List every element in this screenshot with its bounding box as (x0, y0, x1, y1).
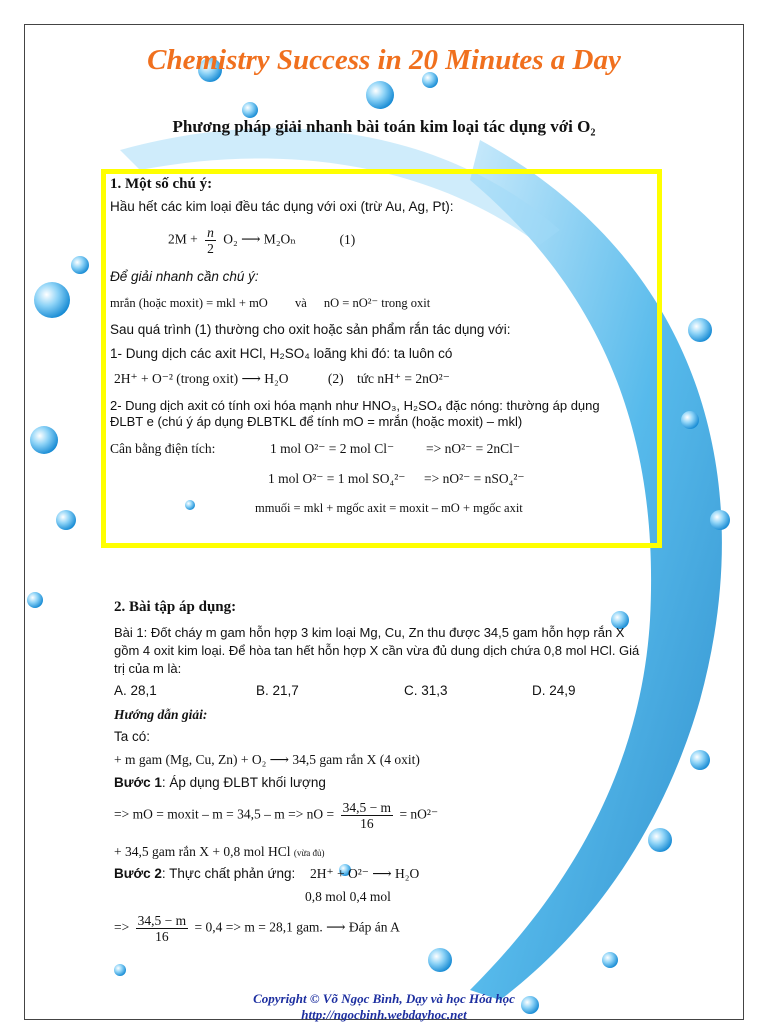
case-1-text: 1- Dung dịch các axit HCl, H₂SO₄ loãng khi đó: ta luôn có (110, 346, 453, 361)
case-2-text-a: 2- Dung dịch axit có tính oxi hóa mạnh như HNO₃, H₂SO₄ đặc nóng: thường áp dụng (110, 398, 600, 413)
charge-balance-2: 1 mol O²⁻ = 1 mol SO₄²⁻ (268, 471, 406, 486)
header-title: Chemistry Success in 20 Minutes a Day (147, 44, 621, 76)
section2-heading: 2. Bài tập áp dụng: (114, 599, 237, 615)
solution-step-0: + m gam (Mg, Cu, Zn) + O₂ ⟶ 34,5 gam rắn X (4 oxit) (114, 752, 420, 767)
step-2-equation: 2H⁺ + O²⁻ ⟶ H₂O (310, 866, 420, 881)
equation-1-numerator: n (207, 225, 214, 240)
charge-balance-1-result: => nO²⁻ = 2nCl⁻ (426, 441, 521, 456)
step-2-text: : Thực chất phản ứng: (161, 866, 296, 881)
solution-guide-heading: Hướng dẫn giải: (114, 707, 208, 722)
step-1-text: : Áp dụng ĐLBT khối lượng (161, 775, 326, 790)
mass-relation-and: và (294, 296, 307, 310)
final-equation-prefix: => (114, 919, 130, 935)
section1-heading: 1. Một số chú ý: (110, 176, 213, 192)
equation-2-relation: tức nH⁺ = 2nO²⁻ (356, 371, 450, 386)
problem-line-3: trị của m là: (114, 661, 182, 676)
case-2-text-b: ĐLBT e (chú ý áp dụng ĐLBTKL để tính mO = mrắn (hoặc moxit) – mkl) (110, 414, 523, 429)
footer-copyright: Copyright © Võ Ngọc Bình, Dạy và học Hóa học (253, 991, 515, 1006)
after-process-text: Sau quá trình (1) thường cho oxit hoặc sản phẩm rắn tác dụng với: (110, 322, 511, 337)
final-fraction-denominator: 16 (155, 929, 169, 944)
charge-balance-label: Cân bằng điện tích: (110, 441, 216, 456)
mass-relation (110, 295, 430, 311)
step-1-equation (114, 800, 438, 831)
equation-1-right: O₂ ⟶ M₂Oₙ (223, 231, 297, 247)
footer-url[interactable]: http://ngocbinh.webdayhoc.net (301, 1007, 467, 1022)
document-title: Phương pháp giải nhanh bài toán kim loại tác dụng với O₂ (172, 117, 596, 136)
salt-mass-formula: mmuối = mkl + mgốc axit = moxit – mO + mgốc axit (255, 501, 523, 515)
final-equation (114, 913, 400, 944)
section1-intro: Hầu hết các kim loại đều tác dụng với oxi (trừ Au, Ag, Pt): (110, 199, 454, 214)
equation-2-text: 2H⁺ + O⁻² (trong oxit) ⟶ H₂O (114, 371, 289, 386)
equation-2-tag: (2) (327, 371, 344, 386)
step-2-moles: 0,8 mol 0,4 mol (305, 889, 391, 904)
step-1-b-text: + 34,5 gam rắn X + 0,8 mol HCl (114, 844, 291, 859)
step-1-fraction (341, 800, 394, 831)
note-label: Để giải nhanh cần chú ý: (110, 269, 259, 284)
option-a: A. 28,1 (114, 683, 157, 698)
step-1-label: Bước 1 (114, 775, 162, 790)
mass-relation-text: mrắn (hoặc moxit) = mkl + mO (110, 296, 268, 310)
mass-relation-moles: nO = nO²⁻ trong oxit (323, 296, 431, 310)
step-1-line (114, 775, 326, 790)
final-fraction-numerator: 34,5 − m (137, 913, 187, 928)
equation-1 (168, 225, 355, 256)
step-1-fraction-numerator: 34,5 − m (342, 800, 392, 815)
problem-line-1: Bài 1: Đốt cháy m gam hỗn hợp 3 kim loại Mg, Cu, Zn thu được 34,5 gam hỗn hợp rắn X (114, 625, 625, 640)
charge-balance-2-result: => nO²⁻ = nSO₄²⁻ (424, 471, 525, 486)
problem-line-2: gồm 4 oxit kim loại. Để hòa tan hết hỗn hợp X cần vừa đủ dung dịch chứa 0,8 mol HCl. Giá (114, 643, 640, 658)
step-2-line (114, 866, 295, 881)
option-c: C. 31,3 (404, 683, 448, 698)
option-d: D. 24,9 (532, 683, 576, 698)
step-1-b (114, 844, 324, 860)
solution-ta-co: Ta có: (114, 729, 151, 744)
option-b: B. 21,7 (256, 683, 299, 698)
equation-1-tag: (1) (339, 231, 356, 247)
step-1-equation-end: = nO²⁻ (399, 806, 439, 822)
final-equation-result: = 0,4 => m = 28,1 gam. ⟶ Đáp án A (194, 919, 400, 935)
step-1-equation-text: => mO = moxit – m = 34,5 – m => nO = (114, 806, 335, 822)
step-2-label: Bước 2 (114, 866, 162, 881)
equation-1-denominator: 2 (207, 241, 214, 256)
step-1-fraction-denominator: 16 (360, 816, 374, 831)
final-fraction (136, 913, 189, 944)
equation-1-left: 2M + (168, 231, 198, 247)
step-1-b-note: (vừa đủ) (293, 848, 325, 858)
equation-1-fraction (205, 225, 216, 256)
equation-2 (114, 371, 450, 387)
charge-balance-1: 1 mol O²⁻ = 2 mol Cl⁻ (270, 441, 395, 456)
